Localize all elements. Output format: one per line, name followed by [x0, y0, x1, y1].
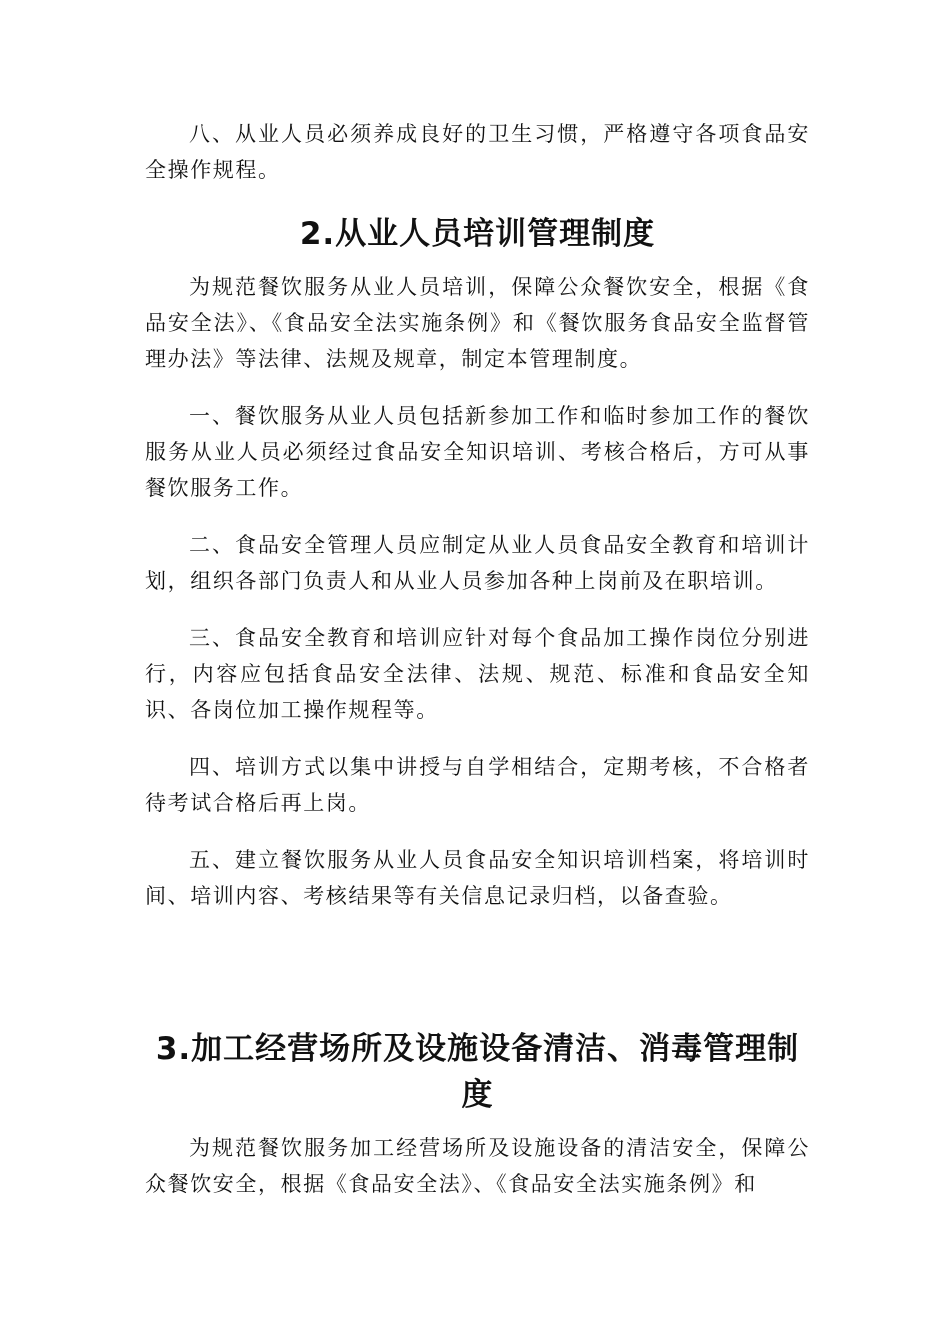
paragraph-item-4: 四、培训方式以集中讲授与自学相结合，定期考核，不合格者待考试合格后再上岗。 — [145, 755, 810, 815]
paragraph-item-8: 八、从业人员必须养成良好的卫生习惯，严格遵守各项食品安全操作规程。 — [145, 122, 810, 182]
paragraph-item-5: 五、建立餐饮服务从业人员食品安全知识培训档案，将培训时间、培训内容、考核结果等有关信息记录归档，以备查验。 — [145, 848, 810, 908]
document-body — [145, 116, 810, 1202]
paragraph-item-3: 三、食品安全教育和培训应针对每个食品加工操作岗位分别进行，内容应包括食品安全法律、法规、规范、标准和食品安全知识、各岗位加工操作规程等。 — [145, 626, 810, 722]
section-heading-3: 3.加工经营场所及设施设备清洁、消毒管理制度 — [155, 1031, 800, 1113]
paragraph-preamble-2: 为规范餐饮服务从业人员培训，保障公众餐饮安全，根据《食品安全法》、《食品安全法实施条例》和《餐饮服务食品安全监督管理办法》等法律、法规及规章，制定本管理制度。 — [145, 275, 810, 371]
paragraph-preamble-3: 为规范餐饮服务加工经营场所及设施设备的清洁安全，保障公众餐饮安全，根据《食品安全法》、《食品安全法实施条例》和 — [145, 1136, 810, 1196]
paragraph-item-1: 一、餐饮服务从业人员包括新参加工作和临时参加工作的餐饮服务从业人员必须经过食品安全知识培训、考核合格后，方可从事餐饮服务工作。 — [145, 404, 810, 500]
paragraph-item-2: 二、食品安全管理人员应制定从业人员食品安全教育和培训计划，组织各部门负责人和从业人员参加各种上岗前及在职培训。 — [145, 533, 810, 593]
section-heading-2: 2.从业人员培训管理制度 — [299, 216, 656, 252]
